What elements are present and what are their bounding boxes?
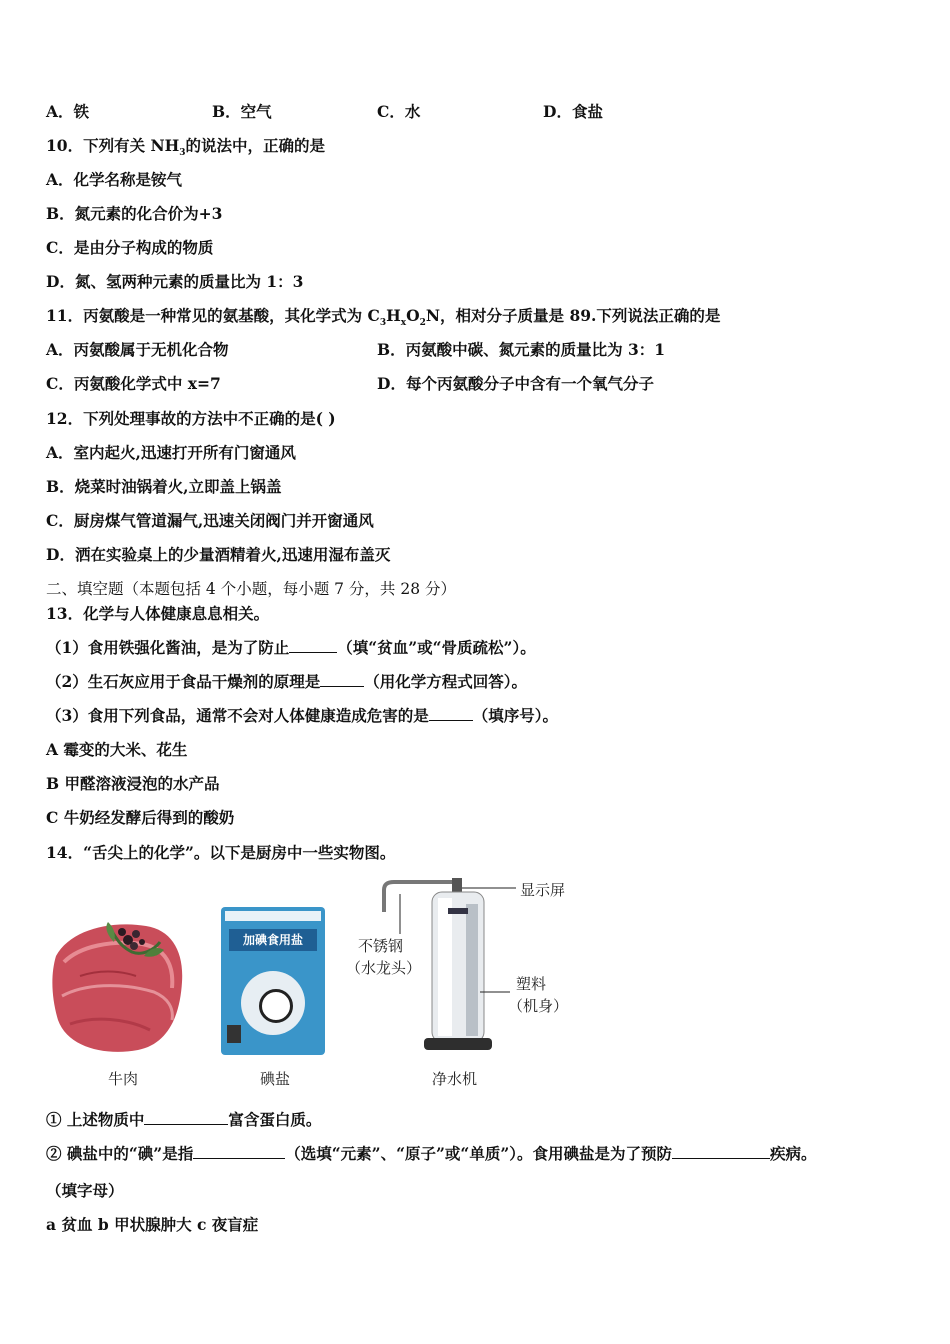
q11-sub-c: 3: [379, 318, 387, 329]
q13-part3: [46, 706, 558, 726]
label-body: （机身）: [508, 997, 569, 1015]
q13-part1: [46, 638, 536, 658]
q10-option-b: B．氮元素的化合价为+3: [46, 204, 223, 223]
q13-blank-1[interactable]: [289, 638, 337, 653]
q13-choice-b: B 甲醛溶液浸泡的水产品: [46, 774, 220, 793]
q13-part1-pre: （1）食用铁强化酱油，是为了防止: [46, 638, 290, 657]
q14-blank-3[interactable]: [672, 1144, 770, 1159]
q14-choices: a 贫血 b 甲状腺肿大 c 夜盲症: [46, 1215, 259, 1234]
q13-choice-a: A 霉变的大米、花生: [46, 740, 188, 759]
q13-blank-2[interactable]: [320, 672, 364, 687]
caption-purifier: 净水机: [432, 1070, 478, 1088]
q14-sub1-pre: ① 上述物质中: [46, 1110, 145, 1129]
q11-option-b: B．丙氨酸中碳、氮元素的质量比为 3：1: [377, 340, 666, 359]
q13-part2-post: （用化学方程式回答）。: [364, 672, 528, 691]
section-heading: 二、填空题（本题包括 4 个小题，每小题 7 分，共 28 分）: [46, 580, 457, 598]
q14-blank-1[interactable]: [144, 1110, 228, 1125]
q11-stem-pre: 11．丙氨酸是一种常见的氨基酸，其化学式为 C: [46, 306, 380, 325]
q11-stem: [46, 306, 720, 333]
q10-stem-sub: 3: [179, 148, 186, 159]
q10-stem-pre: 10．下列有关 NH: [46, 136, 180, 155]
q13-choice-c: C 牛奶经发酵后得到的酸奶: [46, 808, 235, 827]
iodized-salt-package: [221, 907, 325, 1055]
q9-option-b: B．空气: [212, 102, 272, 121]
salt-barcode: [227, 1025, 241, 1043]
beef-image: [50, 912, 186, 1054]
q11-option-c: C．丙氨酸化学式中 x=7: [46, 374, 221, 393]
q12-option-a: A．室内起火,迅速打开所有门窗通风: [46, 443, 296, 462]
q12-option-d: D．洒在实验桌上的少量酒精着火,迅速用湿布盖灭: [46, 545, 391, 564]
q14-sub2-post: 疾病。: [769, 1144, 817, 1163]
q13-stem: 13．化学与人体健康息息相关。: [46, 604, 270, 623]
label-stainless-steel: 不锈钢: [358, 937, 404, 955]
q10-option-c: C．是由分子构成的物质: [46, 238, 214, 257]
q12-option-c: C．厨房煤气管道漏气,迅速关闭阀门并开窗通风: [46, 511, 374, 530]
q11-sub-x: x: [400, 318, 407, 329]
label-faucet: （水龙头）: [346, 959, 422, 977]
q14-stem: 14．“舌尖上的化学”。以下是厨房中一些实物图。: [46, 843, 396, 862]
q11-option-a: A．丙氨酸属于无机化合物: [46, 340, 229, 359]
q13-part2-pre: （2）生石灰应用于食品干燥剂的原理是: [46, 672, 321, 691]
q11-h: H: [386, 306, 401, 325]
q9-option-a: A．铁: [46, 102, 90, 121]
q9-option-c: C．水: [377, 102, 421, 121]
q10-option-a: A．化学名称是铵气: [46, 170, 183, 189]
q13-part2: [46, 672, 527, 692]
q11-sub-o: 2: [419, 318, 426, 329]
q12-option-b: B．烧菜时油锅着火,立即盖上锅盖: [46, 477, 282, 496]
q11-option-d: D．每个丙氨酸分子中含有一个氧气分子: [377, 374, 654, 393]
caption-salt: 碘盐: [260, 1070, 291, 1088]
q13-part3-pre: （3）食用下列食品，通常不会对人体健康造成危害的是: [46, 706, 429, 725]
q10-option-d: D．氮、氢两种元素的质量比为 1：3: [46, 272, 304, 291]
label-display-screen: 显示屏: [520, 881, 566, 899]
caption-beef: 牛肉: [108, 1070, 139, 1088]
q14-fill-hint: （填字母）: [46, 1181, 124, 1200]
panda-icon: [259, 989, 293, 1023]
q11-o: O: [406, 306, 420, 325]
q9-option-d: D．食盐: [543, 102, 603, 121]
q14-sub2: [46, 1144, 817, 1164]
q10-stem-post: 的说法中，正确的是: [185, 136, 326, 155]
q12-stem: 12．下列处理事故的方法中不正确的是( ): [46, 409, 336, 428]
q14-sub1: [46, 1110, 321, 1130]
q14-sub2-pre: ② 碘盐中的“碘”是指: [46, 1144, 194, 1163]
q13-blank-3[interactable]: [429, 706, 473, 721]
q14-blank-2[interactable]: [193, 1144, 285, 1159]
q13-part3-post: （填序号）。: [472, 706, 559, 725]
label-plastic: 塑料: [516, 975, 547, 993]
salt-label: 加碘食用盐: [229, 929, 317, 951]
q10-stem: [46, 136, 325, 163]
q14-sub1-post: 富含蛋白质。: [228, 1110, 322, 1129]
salt-top-strip: [225, 911, 321, 921]
q13-part1-post: （填“贫血”或“骨质疏松”）。: [337, 638, 536, 657]
q14-sub2-mid: （选填“元素”、“原子”或“单质”）。食用碘盐是为了预防: [285, 1144, 672, 1163]
q11-stem-post: N，相对分子质量是 89.下列说法正确的是: [425, 306, 721, 325]
